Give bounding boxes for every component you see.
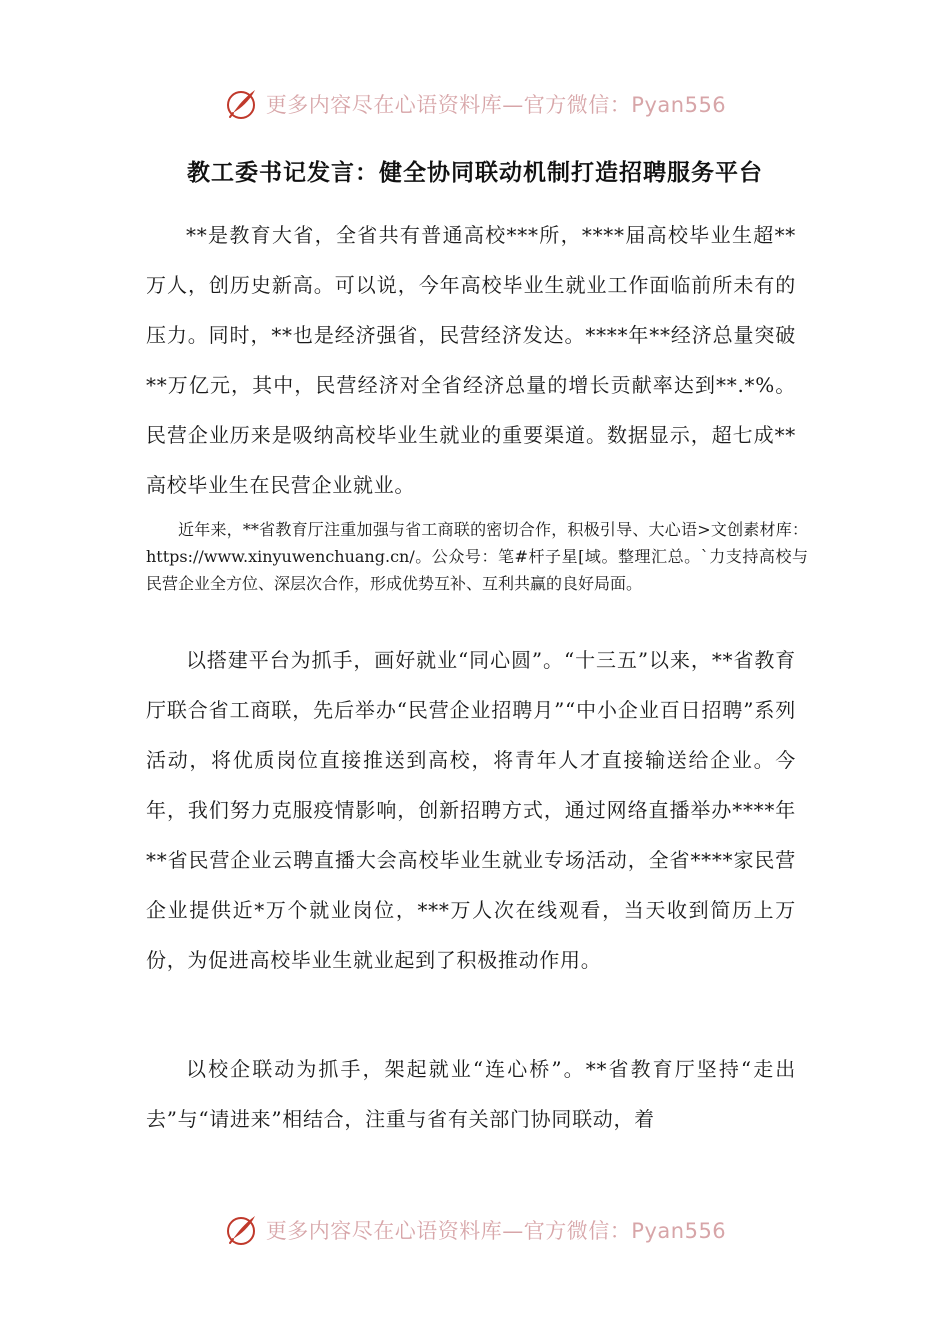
paragraph-1: **是教育大省，全省共有普通高校***所，****届高校毕业生超**万人，创历史新高。可以说，今年高校毕业生就业工作面临前所未有的压力。同时，**也是经济强省，民营经济发达。****年**经济总量突破**万亿元，其中，民营经济对全省经济总量的增长贡献率达到**.*%。民营企业历来是吸纳高校毕业生就业的重要渠道。数据显示，超七成**高校毕业生在民营企业就业。 xyxy=(146,223,796,497)
paragraph-3: 以搭建平台为抓手，画好就业“同心圆”。“十三五”以来，**省教育厅联合省工商联，先后举办“民营企业招聘月”“中小企业百日招聘”系列活动，将优质岗位直接推送到高校，将青年人才直接输送给企业。今年，我们努力克服疫情影响，创新招聘方式，通过网络直播举办****年**省民营企业云聘直播大会高校毕业生就业专场活动，全省****家民营企业提供近*万个就业岗位，***万人次在线观看，当天收到简历上万份，为促进高校毕业生就业起到了积极推动作用。 xyxy=(146,648,796,972)
quill-pen-logo-icon xyxy=(224,1212,260,1248)
document-title: 教工委书记发言：健全协同联动机制打造招聘服务平台 xyxy=(187,160,763,186)
header-banner xyxy=(0,84,950,124)
footer-banner-text: 更多内容尽在心语资料库—官方微信：Pyan556 xyxy=(265,1219,727,1243)
paragraph-4: 以校企联动为抓手，架起就业“连心桥”。**省教育厅坚持“走出去”与“请进来”相结合，注重与省有关部门协同联动，着 xyxy=(146,1057,796,1131)
quill-pen-logo-icon xyxy=(224,86,260,122)
paragraph-2: 近年来，**省教育厅注重加强与省工商联的密切合作，积极引导、大心语>文创素材库：https://www.xinyuwenchuang.cn/。公众号：笔#杆子星[域。整理汇总。`力支持高校与民营企业全方位、深层次合作，形成优势互补、互利共赢的良好局面。 xyxy=(146,520,808,593)
footer-banner xyxy=(0,1210,950,1250)
header-banner-text: 更多内容尽在心语资料库—官方微信：Pyan556 xyxy=(265,93,727,117)
